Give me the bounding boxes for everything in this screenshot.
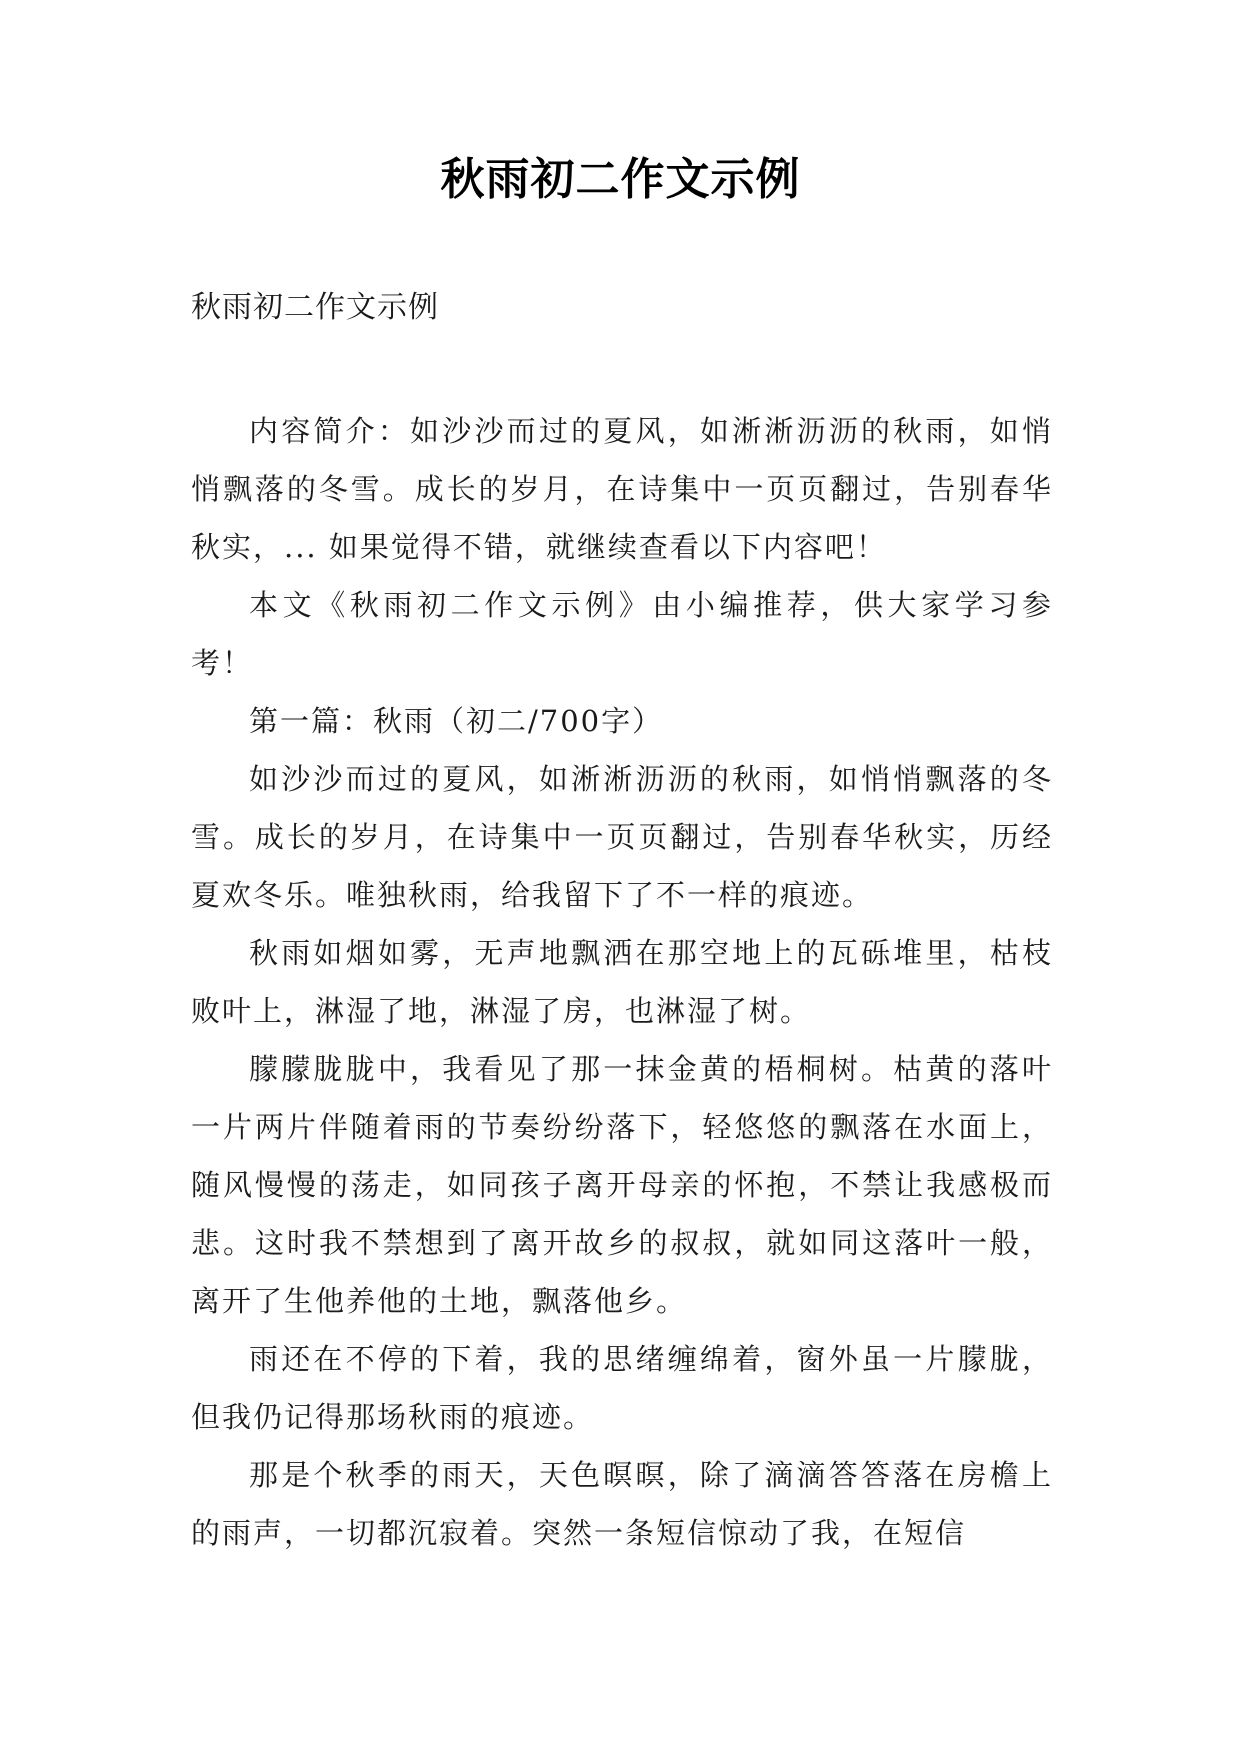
paragraph-recommendation: 本文《秋雨初二作文示例》由小编推荐，供大家学习参考！: [191, 588, 1053, 680]
paragraph-intro: 内容简介：如沙沙而过的夏风，如淅淅沥沥的秋雨，如悄悄飘落的冬雪。成长的岁月，在诗集中一页页翻过，告别春华秋实，... 如果觉得不错，就继续查看以下内容吧！: [191, 414, 1053, 564]
section-heading: 第一篇：秋雨（初二/700字）: [249, 704, 664, 738]
paragraph: 雨还在不停的下着，我的思绪缠绵着，窗外虽一片朦胧，但我仍记得那场秋雨的痕迹。: [191, 1342, 1053, 1434]
paragraph: 那是个秋季的雨天，天色暝暝，除了滴滴答答落在房檐上的雨声，一切都沉寂着。突然一条短信惊动了我，在短信: [191, 1458, 1053, 1550]
document-body: [191, 402, 1053, 1562]
paragraph: 秋雨如烟如雾，无声地飘洒在那空地上的瓦砾堆里，枯枝败叶上，淋湿了地，淋湿了房，也淋湿了树。: [191, 936, 1053, 1028]
document-title: 秋雨初二作文示例: [440, 154, 801, 205]
document-subtitle: 秋雨初二作文示例: [191, 290, 439, 325]
paragraph: 如沙沙而过的夏风，如淅淅沥沥的秋雨，如悄悄飘落的冬雪。成长的岁月，在诗集中一页页翻过，告别春华秋实，历经夏欢冬乐。唯独秋雨，给我留下了不一样的痕迹。: [191, 762, 1053, 912]
paragraph: 朦朦胧胧中，我看见了那一抹金黄的梧桐树。枯黄的落叶一片两片伴随着雨的节奏纷纷落下，轻悠悠的飘落在水面上，随风慢慢的荡走，如同孩子离开母亲的怀抱，不禁让我感极而悲。这时我不禁想到了离开故乡的叔叔，就如同这落叶一般，离开了生他养他的土地，飘落他乡。: [191, 1052, 1053, 1318]
